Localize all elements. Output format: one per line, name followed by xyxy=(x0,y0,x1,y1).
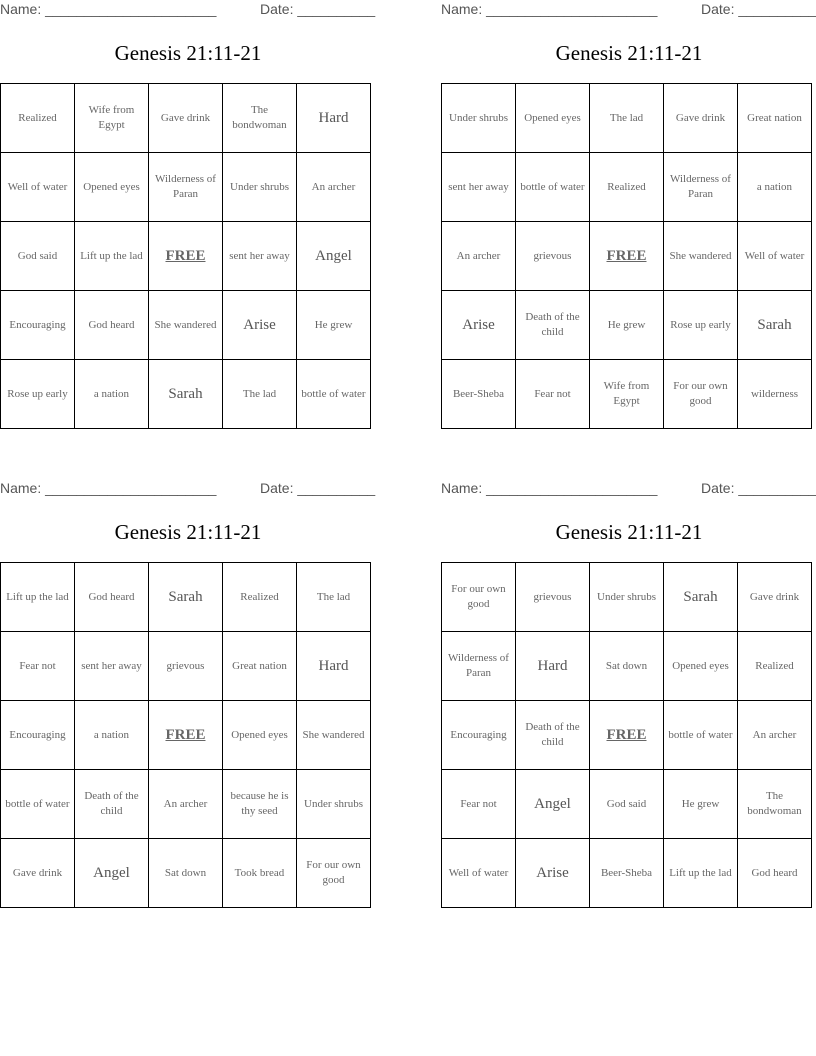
date-field-label: Date: __________ xyxy=(701,480,816,496)
bingo-row xyxy=(442,360,812,429)
bingo-cell: Hard xyxy=(297,84,371,153)
bingo-cell: Wife from Egypt xyxy=(75,84,149,153)
bingo-cell: An archer xyxy=(738,701,812,770)
bingo-cell: Angel xyxy=(516,770,590,839)
name-field-label: Name: ______________________ xyxy=(441,480,658,496)
date-field-label: Date: __________ xyxy=(260,480,376,496)
free-space: FREE xyxy=(149,222,223,291)
bingo-cell: Arise xyxy=(516,839,590,908)
bingo-cell: Fear not xyxy=(516,360,590,429)
bingo-cell: The lad xyxy=(590,84,664,153)
bingo-cell: Arise xyxy=(442,291,516,360)
bingo-cell: Realized xyxy=(1,84,75,153)
bingo-row xyxy=(442,839,812,908)
name-field-label: Name: ______________________ xyxy=(0,1,217,17)
bingo-cell: Wilderness of Paran xyxy=(149,153,223,222)
bingo-cell: For our own good xyxy=(442,563,516,632)
bingo-cell: Lift up the lad xyxy=(75,222,149,291)
bingo-cell: Well of water xyxy=(738,222,812,291)
bingo-cell: Fear not xyxy=(1,632,75,701)
bingo-cell: Encouraging xyxy=(1,291,75,360)
bingo-cell: Lift up the lad xyxy=(664,839,738,908)
bingo-cell: grievous xyxy=(516,563,590,632)
bingo-grid xyxy=(0,562,371,908)
bingo-row xyxy=(1,770,371,839)
free-space: FREE xyxy=(590,701,664,770)
bingo-cell: The bondwoman xyxy=(223,84,297,153)
name-date-line xyxy=(441,1,816,21)
bingo-cell: The bondwoman xyxy=(738,770,812,839)
bingo-cell: Lift up the lad xyxy=(1,563,75,632)
bingo-cell: Opened eyes xyxy=(516,84,590,153)
bingo-row xyxy=(1,84,371,153)
bingo-cell: Under shrubs xyxy=(223,153,297,222)
bingo-cell: Sarah xyxy=(664,563,738,632)
bingo-cell: Death of the child xyxy=(516,701,590,770)
bingo-cell: Sat down xyxy=(590,632,664,701)
bingo-cell: Opened eyes xyxy=(664,632,738,701)
bingo-cell: Beer-Sheba xyxy=(590,839,664,908)
bingo-cell: Gave drink xyxy=(149,84,223,153)
name-date-line xyxy=(0,480,376,500)
date-field-label: Date: __________ xyxy=(260,1,376,17)
bingo-cell: Sarah xyxy=(149,563,223,632)
bingo-cell: a nation xyxy=(738,153,812,222)
bingo-cell: sent her away xyxy=(75,632,149,701)
bingo-grid xyxy=(0,83,371,429)
bingo-cell: An archer xyxy=(442,222,516,291)
bingo-row xyxy=(442,84,812,153)
bingo-cell: Sarah xyxy=(149,360,223,429)
bingo-cell: Death of the child xyxy=(75,770,149,839)
bingo-cell: Realized xyxy=(738,632,812,701)
bingo-cell: Hard xyxy=(297,632,371,701)
bingo-row xyxy=(1,360,371,429)
bingo-cell: Fear not xyxy=(442,770,516,839)
bingo-cell: Realized xyxy=(223,563,297,632)
bingo-cell: Hard xyxy=(516,632,590,701)
bingo-row xyxy=(1,701,371,770)
card-title: Genesis 21:11-21 xyxy=(555,41,703,65)
bingo-cell: She wandered xyxy=(297,701,371,770)
bingo-cell: Sarah xyxy=(738,291,812,360)
bingo-cell: Angel xyxy=(297,222,371,291)
bingo-row xyxy=(442,701,812,770)
bingo-cell: Wilderness of Paran xyxy=(442,632,516,701)
bingo-row xyxy=(442,291,812,360)
bingo-cell: Opened eyes xyxy=(75,153,149,222)
bingo-cell: He grew xyxy=(297,291,371,360)
card-title: Genesis 21:11-21 xyxy=(555,520,703,544)
bingo-cell: God heard xyxy=(738,839,812,908)
bingo-cell: grievous xyxy=(149,632,223,701)
bingo-cell: Rose up early xyxy=(1,360,75,429)
date-field-label: Date: __________ xyxy=(701,1,816,17)
name-field-label: Name: ______________________ xyxy=(441,1,658,17)
bingo-cell: She wandered xyxy=(664,222,738,291)
bingo-cell: grievous xyxy=(516,222,590,291)
bingo-cell: God heard xyxy=(75,291,149,360)
bingo-cell: Gave drink xyxy=(1,839,75,908)
bingo-row xyxy=(1,632,371,701)
bingo-cell: Well of water xyxy=(442,839,516,908)
bingo-cell: Realized xyxy=(590,153,664,222)
bingo-row xyxy=(1,291,371,360)
bingo-cell: Great nation xyxy=(738,84,812,153)
bingo-cell: a nation xyxy=(75,701,149,770)
bingo-row xyxy=(442,632,812,701)
bingo-cell: Opened eyes xyxy=(223,701,297,770)
bingo-cell: An archer xyxy=(149,770,223,839)
bingo-cell: God heard xyxy=(75,563,149,632)
bingo-cell: Under shrubs xyxy=(590,563,664,632)
card-title: Genesis 21:11-21 xyxy=(114,520,262,544)
bingo-row xyxy=(442,153,812,222)
bingo-cell: Took bread xyxy=(223,839,297,908)
bingo-cell: bottle of water xyxy=(297,360,371,429)
bingo-cell: because he is thy seed xyxy=(223,770,297,839)
bingo-row xyxy=(442,222,812,291)
bingo-cell: For our own good xyxy=(664,360,738,429)
bingo-cell: wilderness xyxy=(738,360,812,429)
card-title: Genesis 21:11-21 xyxy=(114,41,262,65)
bingo-cell: Gave drink xyxy=(664,84,738,153)
bingo-cell: For our own good xyxy=(297,839,371,908)
bingo-cell: He grew xyxy=(590,291,664,360)
bingo-row xyxy=(442,563,812,632)
name-field-label: Name: ______________________ xyxy=(0,480,217,496)
bingo-cell: bottle of water xyxy=(516,153,590,222)
bingo-row xyxy=(1,153,371,222)
free-space: FREE xyxy=(590,222,664,291)
bingo-cell: Gave drink xyxy=(738,563,812,632)
bingo-cell: Encouraging xyxy=(1,701,75,770)
bingo-cell: Encouraging xyxy=(442,701,516,770)
bingo-cell: Well of water xyxy=(1,153,75,222)
bingo-grid xyxy=(441,562,812,908)
free-space: FREE xyxy=(149,701,223,770)
bingo-cell: Under shrubs xyxy=(297,770,371,839)
bingo-cell: God said xyxy=(1,222,75,291)
bingo-cell: Under shrubs xyxy=(442,84,516,153)
bingo-cell: Beer-Sheba xyxy=(442,360,516,429)
bingo-cell: Wilderness of Paran xyxy=(664,153,738,222)
bingo-cell: bottle of water xyxy=(664,701,738,770)
bingo-row xyxy=(1,563,371,632)
bingo-cell: Great nation xyxy=(223,632,297,701)
bingo-cell: She wandered xyxy=(149,291,223,360)
bingo-cell: Death of the child xyxy=(516,291,590,360)
bingo-cell: sent her away xyxy=(442,153,516,222)
bingo-cell: The lad xyxy=(297,563,371,632)
bingo-cell: a nation xyxy=(75,360,149,429)
bingo-cell: Wife from Egypt xyxy=(590,360,664,429)
bingo-row xyxy=(442,770,812,839)
bingo-cell: The lad xyxy=(223,360,297,429)
name-date-line xyxy=(441,480,816,500)
bingo-row xyxy=(1,222,371,291)
bingo-cell: God said xyxy=(590,770,664,839)
bingo-cell: bottle of water xyxy=(1,770,75,839)
bingo-cell: Arise xyxy=(223,291,297,360)
bingo-cell: An archer xyxy=(297,153,371,222)
bingo-cell: He grew xyxy=(664,770,738,839)
name-date-line xyxy=(0,1,376,21)
bingo-row xyxy=(1,839,371,908)
bingo-cell: Sat down xyxy=(149,839,223,908)
bingo-cell: sent her away xyxy=(223,222,297,291)
bingo-cell: Rose up early xyxy=(664,291,738,360)
bingo-grid xyxy=(441,83,812,429)
bingo-cell: Angel xyxy=(75,839,149,908)
